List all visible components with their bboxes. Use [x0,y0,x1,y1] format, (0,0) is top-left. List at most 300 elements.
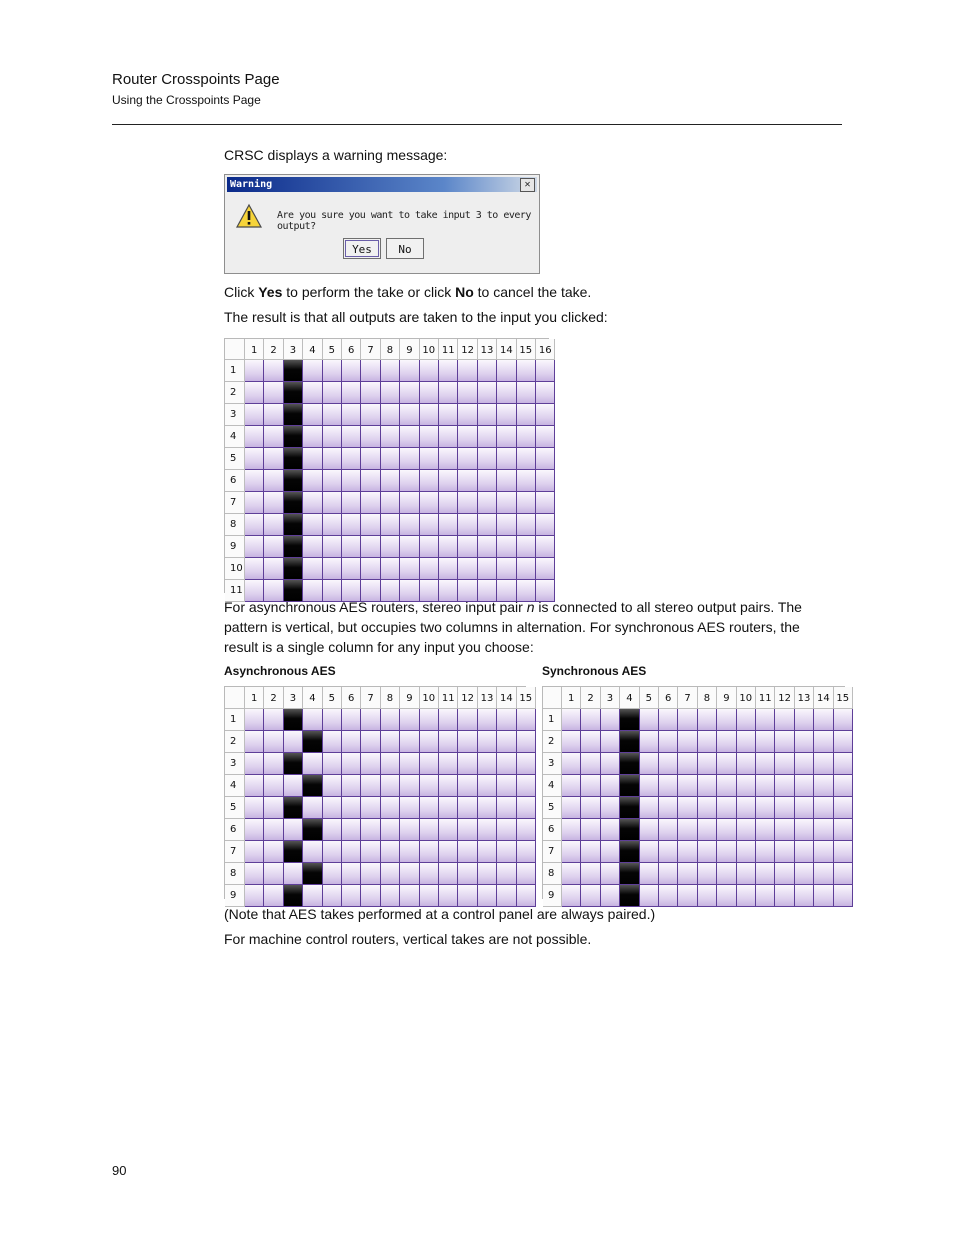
crosspoint-cell-active[interactable] [620,819,639,841]
crosspoint-cell[interactable] [717,797,736,819]
crosspoint-cell[interactable] [640,709,659,731]
crosspoint-cell[interactable] [264,360,283,382]
crosspoint-cell[interactable] [581,731,600,753]
crosspoint-cell[interactable] [400,731,419,753]
crosspoint-cell[interactable] [245,360,264,382]
crosspoint-cell[interactable] [245,841,264,863]
crosspoint-cell-active[interactable] [284,536,303,558]
crosspoint-cell[interactable] [342,360,361,382]
crosspoint-cell[interactable] [834,709,853,731]
crosspoint-cell[interactable] [361,775,380,797]
crosspoint-cell[interactable] [478,753,497,775]
crosspoint-cell[interactable] [458,514,477,536]
crosspoint-cell[interactable] [361,382,380,404]
crosspoint-cell[interactable] [659,819,678,841]
crosspoint-cell[interactable] [420,775,439,797]
crosspoint-cell[interactable] [581,775,600,797]
crosspoint-cell[interactable] [562,731,581,753]
crosspoint-cell[interactable] [775,885,794,907]
crosspoint-cell[interactable] [420,709,439,731]
crosspoint-cell[interactable] [303,558,322,580]
crosspoint-cell[interactable] [400,863,419,885]
crosspoint-cell[interactable] [834,841,853,863]
crosspoint-cell[interactable] [659,885,678,907]
crosspoint-cell[interactable] [678,709,697,731]
crosspoint-cell[interactable] [439,360,458,382]
crosspoint-cell[interactable] [420,558,439,580]
crosspoint-cell[interactable] [381,448,400,470]
crosspoint-cell[interactable] [439,492,458,514]
crosspoint-cell[interactable] [420,448,439,470]
crosspoint-cell[interactable] [439,841,458,863]
crosspoint-cell[interactable] [756,863,775,885]
crosspoint-cell[interactable] [361,841,380,863]
crosspoint-cell[interactable] [303,426,322,448]
crosspoint-cell[interactable] [814,709,833,731]
crosspoint-cell[interactable] [795,797,814,819]
crosspoint-cell[interactable] [678,841,697,863]
crosspoint-cell[interactable] [264,470,283,492]
crosspoint-cell[interactable] [420,382,439,404]
crosspoint-cell[interactable] [420,863,439,885]
crosspoint-cell-active[interactable] [303,775,322,797]
crosspoint-cell[interactable] [439,863,458,885]
crosspoint-cell[interactable] [381,404,400,426]
crosspoint-cell[interactable] [342,514,361,536]
crosspoint-cell-active[interactable] [303,863,322,885]
crosspoint-cell[interactable] [458,492,477,514]
crosspoint-cell[interactable] [478,360,497,382]
crosspoint-cell[interactable] [458,360,477,382]
crosspoint-cell[interactable] [756,797,775,819]
crosspoint-cell-active[interactable] [284,426,303,448]
crosspoint-cell[interactable] [381,426,400,448]
crosspoint-cell[interactable] [439,753,458,775]
crosspoint-cell[interactable] [303,360,322,382]
crosspoint-cell[interactable] [303,382,322,404]
crosspoint-cell[interactable] [361,404,380,426]
crosspoint-cell[interactable] [678,753,697,775]
crosspoint-cell-active[interactable] [284,492,303,514]
crosspoint-cell[interactable] [756,775,775,797]
crosspoint-cell[interactable] [562,753,581,775]
crosspoint-cell[interactable] [517,731,536,753]
crosspoint-cell[interactable] [400,819,419,841]
crosspoint-cell[interactable] [834,863,853,885]
crosspoint-cell[interactable] [497,731,516,753]
crosspoint-cell[interactable] [478,536,497,558]
crosspoint-cell[interactable] [303,492,322,514]
crosspoint-cell[interactable] [497,360,516,382]
crosspoint-cell[interactable] [400,841,419,863]
crosspoint-cell[interactable] [303,841,322,863]
crosspoint-cell[interactable] [323,404,342,426]
crosspoint-cell[interactable] [536,536,555,558]
crosspoint-cell[interactable] [342,470,361,492]
crosspoint-cell[interactable] [640,753,659,775]
crosspoint-cell[interactable] [342,775,361,797]
crosspoint-cell[interactable] [458,731,477,753]
crosspoint-cell[interactable] [284,819,303,841]
crosspoint-cell[interactable] [400,426,419,448]
crosspoint-cell[interactable] [420,404,439,426]
crosspoint-cell[interactable] [640,841,659,863]
crosspoint-cell[interactable] [756,841,775,863]
crosspoint-cell[interactable] [834,775,853,797]
crosspoint-cell-active[interactable] [284,709,303,731]
crosspoint-cell[interactable] [659,709,678,731]
crosspoint-cell[interactable] [323,360,342,382]
crosspoint-cell[interactable] [678,819,697,841]
crosspoint-cell[interactable] [737,841,756,863]
crosspoint-cell[interactable] [245,819,264,841]
crosspoint-cell[interactable] [640,863,659,885]
crosspoint-cell[interactable] [439,797,458,819]
crosspoint-cell[interactable] [420,470,439,492]
crosspoint-cell[interactable] [245,382,264,404]
crosspoint-cell[interactable] [400,360,419,382]
crosspoint-cell[interactable] [323,753,342,775]
crosspoint-cell[interactable] [323,426,342,448]
crosspoint-cell[interactable] [245,775,264,797]
crosspoint-cell[interactable] [775,863,794,885]
crosspoint-cell[interactable] [439,514,458,536]
crosspoint-cell[interactable] [478,514,497,536]
crosspoint-cell[interactable] [478,709,497,731]
crosspoint-cell[interactable] [814,797,833,819]
crosspoint-cell[interactable] [497,709,516,731]
crosspoint-cell[interactable] [458,404,477,426]
crosspoint-cell[interactable] [420,360,439,382]
crosspoint-cell[interactable] [439,382,458,404]
crosspoint-cell[interactable] [795,731,814,753]
crosspoint-cell-active[interactable] [284,470,303,492]
crosspoint-cell[interactable] [659,731,678,753]
crosspoint-cell[interactable] [420,492,439,514]
crosspoint-cell[interactable] [737,731,756,753]
crosspoint-cell[interactable] [361,360,380,382]
close-icon[interactable]: ✕ [520,178,535,192]
crosspoint-cell[interactable] [478,470,497,492]
crosspoint-cell[interactable] [478,404,497,426]
crosspoint-cell[interactable] [264,863,283,885]
crosspoint-cell[interactable] [497,863,516,885]
crosspoint-cell[interactable] [342,448,361,470]
crosspoint-cell[interactable] [400,753,419,775]
crosspoint-cell[interactable] [497,797,516,819]
crosspoint-cell[interactable] [814,819,833,841]
crosspoint-cell[interactable] [659,797,678,819]
crosspoint-cell[interactable] [400,492,419,514]
crosspoint-cell[interactable] [536,492,555,514]
crosspoint-cell[interactable] [814,863,833,885]
crosspoint-cell[interactable] [678,863,697,885]
crosspoint-cell[interactable] [478,448,497,470]
crosspoint-cell[interactable] [264,514,283,536]
crosspoint-cell[interactable] [381,470,400,492]
crosspoint-cell[interactable] [517,448,536,470]
crosspoint-cell[interactable] [698,885,717,907]
crosspoint-cell[interactable] [323,709,342,731]
crosspoint-cell[interactable] [795,753,814,775]
crosspoint-cell[interactable] [245,514,264,536]
crosspoint-cell-active[interactable] [620,775,639,797]
crosspoint-cell-active[interactable] [620,863,639,885]
crosspoint-cell[interactable] [497,775,516,797]
crosspoint-cell[interactable] [497,841,516,863]
crosspoint-cell[interactable] [717,885,736,907]
crosspoint-cell[interactable] [381,382,400,404]
crosspoint-cell[interactable] [245,426,264,448]
crosspoint-cell[interactable] [342,382,361,404]
crosspoint-cell[interactable] [756,753,775,775]
crosspoint-cell[interactable] [323,819,342,841]
crosspoint-cell[interactable] [756,819,775,841]
crosspoint-cell[interactable] [439,536,458,558]
crosspoint-cell[interactable] [497,448,516,470]
crosspoint-cell[interactable] [659,841,678,863]
crosspoint-cell[interactable] [659,753,678,775]
crosspoint-cell[interactable] [814,731,833,753]
crosspoint-cell[interactable] [381,709,400,731]
crosspoint-cell[interactable] [458,775,477,797]
crosspoint-cell[interactable] [439,558,458,580]
crosspoint-cell[interactable] [478,492,497,514]
crosspoint-cell[interactable] [562,775,581,797]
crosspoint-cell[interactable] [439,448,458,470]
crosspoint-cell[interactable] [756,731,775,753]
crosspoint-cell[interactable] [264,775,283,797]
crosspoint-cell[interactable] [458,470,477,492]
crosspoint-cell[interactable] [795,863,814,885]
crosspoint-cell[interactable] [536,470,555,492]
crosspoint-cell[interactable] [795,709,814,731]
crosspoint-cell-active[interactable] [620,841,639,863]
crosspoint-cell-active[interactable] [620,753,639,775]
crosspoint-cell[interactable] [323,536,342,558]
crosspoint-cell[interactable] [264,731,283,753]
crosspoint-cell[interactable] [458,382,477,404]
crosspoint-cell[interactable] [245,492,264,514]
crosspoint-cell[interactable] [517,841,536,863]
crosspoint-cell[interactable] [439,775,458,797]
crosspoint-cell[interactable] [497,753,516,775]
crosspoint-cell[interactable] [562,797,581,819]
crosspoint-cell[interactable] [678,797,697,819]
crosspoint-cell[interactable] [458,536,477,558]
crosspoint-cell[interactable] [361,731,380,753]
crosspoint-cell[interactable] [814,775,833,797]
crosspoint-cell[interactable] [536,448,555,470]
crosspoint-cell[interactable] [478,863,497,885]
crosspoint-cell[interactable] [245,470,264,492]
crosspoint-cell[interactable] [775,709,794,731]
crosspoint-cell[interactable] [814,885,833,907]
crosspoint-cell[interactable] [439,470,458,492]
crosspoint-cell[interactable] [517,819,536,841]
crosspoint-cell[interactable] [458,709,477,731]
crosspoint-cell[interactable] [737,797,756,819]
crosspoint-cell[interactable] [640,819,659,841]
crosspoint-cell[interactable] [458,448,477,470]
crosspoint-cell[interactable] [698,753,717,775]
crosspoint-cell-active[interactable] [284,448,303,470]
crosspoint-cell[interactable] [342,426,361,448]
crosspoint-cell[interactable] [581,819,600,841]
crosspoint-cell[interactable] [795,775,814,797]
crosspoint-cell[interactable] [420,426,439,448]
crosspoint-cell[interactable] [814,841,833,863]
crosspoint-cell[interactable] [264,404,283,426]
crosspoint-cell[interactable] [361,492,380,514]
crosspoint-cell[interactable] [581,841,600,863]
crosspoint-cell[interactable] [640,775,659,797]
crosspoint-cell[interactable] [717,775,736,797]
crosspoint-cell[interactable] [478,382,497,404]
crosspoint-cell-active[interactable] [284,753,303,775]
crosspoint-cell[interactable] [361,709,380,731]
crosspoint-cell[interactable] [737,753,756,775]
crosspoint-cell[interactable] [497,819,516,841]
crosspoint-cell[interactable] [517,863,536,885]
crosspoint-cell[interactable] [698,775,717,797]
crosspoint-cell[interactable] [400,558,419,580]
crosspoint-cell[interactable] [562,819,581,841]
crosspoint-cell[interactable] [775,775,794,797]
crosspoint-cell[interactable] [420,841,439,863]
crosspoint-cell[interactable] [497,404,516,426]
crosspoint-cell[interactable] [245,404,264,426]
crosspoint-cell[interactable] [562,841,581,863]
crosspoint-cell[interactable] [737,709,756,731]
crosspoint-cell[interactable] [458,753,477,775]
crosspoint-cell-active[interactable] [284,382,303,404]
crosspoint-cell[interactable] [245,558,264,580]
crosspoint-cell[interactable] [478,426,497,448]
crosspoint-cell[interactable] [458,819,477,841]
crosspoint-cell[interactable] [420,753,439,775]
crosspoint-cell[interactable] [497,426,516,448]
crosspoint-cell[interactable] [536,404,555,426]
crosspoint-cell[interactable] [439,709,458,731]
crosspoint-cell[interactable] [420,797,439,819]
crosspoint-cell[interactable] [439,404,458,426]
crosspoint-cell[interactable] [517,426,536,448]
crosspoint-cell[interactable] [342,492,361,514]
crosspoint-cell[interactable] [361,448,380,470]
crosspoint-cell[interactable] [303,709,322,731]
crosspoint-cell[interactable] [303,514,322,536]
crosspoint-cell[interactable] [737,885,756,907]
crosspoint-cell[interactable] [342,819,361,841]
crosspoint-cell[interactable] [834,885,853,907]
crosspoint-cell[interactable] [342,709,361,731]
crosspoint-cell[interactable] [698,709,717,731]
crosspoint-cell[interactable] [361,536,380,558]
crosspoint-cell[interactable] [517,536,536,558]
crosspoint-cell[interactable] [303,753,322,775]
crosspoint-cell[interactable] [264,797,283,819]
crosspoint-cell[interactable] [420,731,439,753]
crosspoint-cell[interactable] [245,448,264,470]
crosspoint-cell[interactable] [640,731,659,753]
crosspoint-cell[interactable] [245,709,264,731]
crosspoint-cell[interactable] [581,863,600,885]
crosspoint-cell[interactable] [323,775,342,797]
crosspoint-cell[interactable] [264,382,283,404]
crosspoint-cell[interactable] [562,863,581,885]
crosspoint-cell[interactable] [517,753,536,775]
crosspoint-cell[interactable] [458,797,477,819]
crosspoint-cell[interactable] [264,841,283,863]
crosspoint-cell[interactable] [834,753,853,775]
crosspoint-cell[interactable] [264,448,283,470]
crosspoint-cell[interactable] [400,775,419,797]
crosspoint-cell[interactable] [536,514,555,536]
crosspoint-cell-active[interactable] [284,360,303,382]
crosspoint-cell[interactable] [536,360,555,382]
crosspoint-cell[interactable] [737,863,756,885]
crosspoint-cell[interactable] [581,797,600,819]
crosspoint-cell[interactable] [478,558,497,580]
crosspoint-cell[interactable] [458,841,477,863]
crosspoint-cell[interactable] [303,404,322,426]
crosspoint-cell[interactable] [775,797,794,819]
crosspoint-cell[interactable] [303,536,322,558]
crosspoint-cell[interactable] [517,360,536,382]
crosspoint-cell[interactable] [381,841,400,863]
crosspoint-cell[interactable] [361,797,380,819]
crosspoint-cell[interactable] [601,819,620,841]
crosspoint-cell[interactable] [458,426,477,448]
crosspoint-cell[interactable] [478,775,497,797]
crosspoint-cell[interactable] [342,841,361,863]
crosspoint-cell[interactable] [601,797,620,819]
crosspoint-cell[interactable] [342,797,361,819]
crosspoint-cell[interactable] [284,863,303,885]
crosspoint-cell[interactable] [342,558,361,580]
crosspoint-cell[interactable] [245,753,264,775]
crosspoint-cell[interactable] [678,885,697,907]
crosspoint-cell[interactable] [497,470,516,492]
crosspoint-cell[interactable] [717,819,736,841]
crosspoint-cell[interactable] [381,731,400,753]
crosspoint-cell[interactable] [381,863,400,885]
crosspoint-cell[interactable] [323,731,342,753]
crosspoint-cell[interactable] [420,536,439,558]
crosspoint-cell[interactable] [361,863,380,885]
crosspoint-cell[interactable] [381,492,400,514]
crosspoint-cell[interactable] [601,775,620,797]
crosspoint-cell[interactable] [381,536,400,558]
crosspoint-cell[interactable] [478,797,497,819]
yes-button[interactable]: Yes [343,238,381,259]
crosspoint-cell-active[interactable] [620,797,639,819]
crosspoint-cell[interactable] [381,558,400,580]
crosspoint-cell-active[interactable] [620,731,639,753]
crosspoint-cell[interactable] [323,470,342,492]
crosspoint-cell[interactable] [400,797,419,819]
crosspoint-cell[interactable] [517,404,536,426]
crosspoint-cell[interactable] [497,558,516,580]
crosspoint-cell-active[interactable] [303,731,322,753]
crosspoint-cell[interactable] [581,753,600,775]
crosspoint-cell-active[interactable] [284,404,303,426]
crosspoint-cell[interactable] [497,536,516,558]
crosspoint-cell[interactable] [361,819,380,841]
crosspoint-cell[interactable] [381,797,400,819]
crosspoint-cell[interactable] [323,514,342,536]
